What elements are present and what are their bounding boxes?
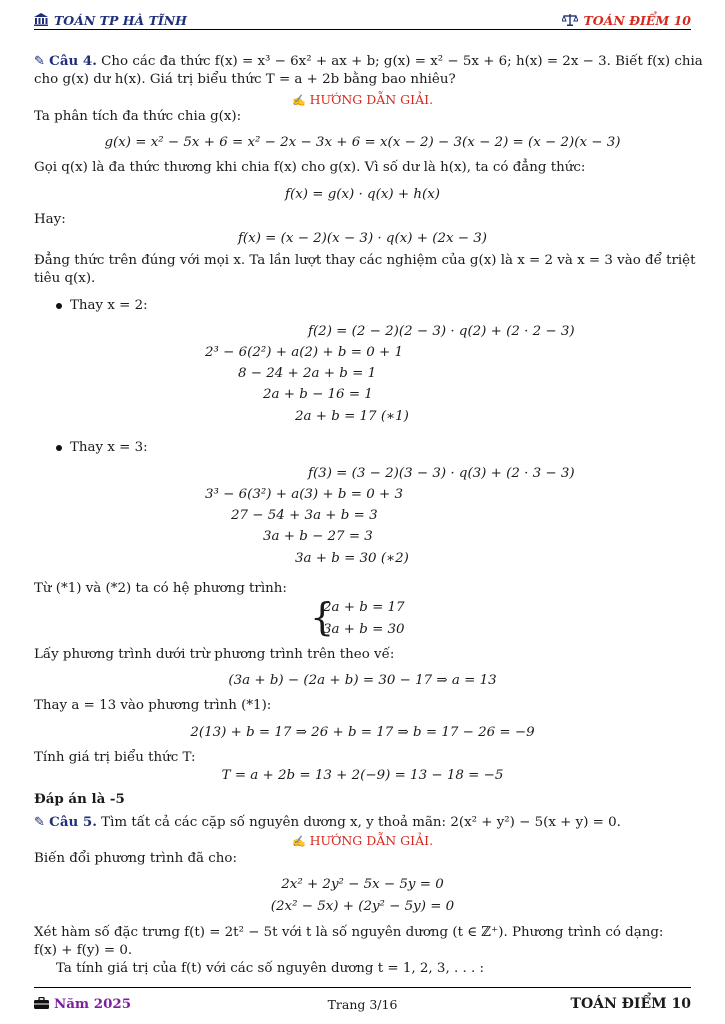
q5-text-line <box>34 814 621 830</box>
system-brace: { <box>310 595 335 639</box>
q4-text1: Cho các đa thức f(x) = x³ − 6x² + ax + b; g(x) = x² − 5x + 6; h(x) = 2x − 3. Biết f(x) chia <box>101 54 703 69</box>
q4-step2-1: 3³ − 6(3²) + a(3) + b = 0 + 3 <box>205 487 403 502</box>
footer-center: Trang 3/16 <box>327 997 398 1012</box>
pencil-icon: ✍ <box>291 94 306 107</box>
q5-guide <box>0 833 725 848</box>
q4-line8: Tính giá trị biểu thức T: <box>34 750 196 765</box>
q5-label: Câu 5. <box>49 814 97 830</box>
q5-line1: Biến đổi phương trình đã cho: <box>34 851 237 866</box>
q4-step1-4: 2a + b = 17 (∗1) <box>295 409 409 424</box>
pencil-icon: ✍ <box>291 835 306 848</box>
q4-answer: Đáp án là -5 <box>34 791 125 807</box>
q4-eq8: T = a + 2b = 13 + 2(−9) = 13 − 18 = −5 <box>221 768 504 783</box>
bullet-dot <box>56 303 62 309</box>
q5-guide-text: HƯỚNG DẪN GIẢI. <box>309 833 434 848</box>
q4-guide-text: HƯỚNG DẪN GIẢI. <box>309 92 434 107</box>
q4-step1-0: f(2) = (2 − 2)(2 − 3) · q(2) + (2 · 2 − 3) <box>308 324 575 339</box>
q4-eq7: 2(13) + b = 17 ⇒ 26 + b = 17 ⇒ b = 17 − 26 = −9 <box>190 725 535 740</box>
q4-text2: cho g(x) dư h(x). Giá trị biểu thức T = a + 2b bằng bao nhiêu? <box>34 72 456 87</box>
header-rule <box>34 29 691 30</box>
footer-rule <box>34 987 691 988</box>
q4-step1-3: 2a + b − 16 = 1 <box>263 387 373 402</box>
q4-line3: Hay: <box>34 212 66 227</box>
q4-bullet2-text: Thay x = 3: <box>70 440 148 455</box>
header-right <box>562 13 691 28</box>
header-right-text: TOÁN ĐIỂM 10 <box>583 13 691 28</box>
q5-line2a: Xét hàm số đặc trưng f(t) = 2t² − 5t với t là số nguyên dương (t ∈ ℤ⁺). Phương trình có dạng: <box>34 925 664 940</box>
q4-step2-4: 3a + b = 30 (∗2) <box>295 551 409 566</box>
footer-right: TOÁN ĐIỂM 10 <box>570 996 691 1012</box>
q4-text-line1 <box>34 53 703 69</box>
q4-line6: Lấy phương trình dưới trừ phương trình trên theo vế: <box>34 647 395 662</box>
q4-line4b: tiêu q(x). <box>34 271 96 286</box>
q4-line4a: Đẳng thức trên đúng với mọi x. Ta lần lượt thay các nghiệm của g(x) là x = 2 và x = 3 vào để triệt <box>34 253 696 268</box>
q4-bullet1 <box>56 298 148 313</box>
q4-bullet1-text: Thay x = 2: <box>70 298 148 313</box>
q4-step2-3: 3a + b − 27 = 3 <box>263 529 373 544</box>
q4-eq1: g(x) = x² − 5x + 6 = x² − 2x − 3x + 6 = x(x − 2) − 3(x − 2) = (x − 2)(x − 3) <box>104 135 621 150</box>
scale-icon <box>562 13 578 26</box>
header-left-text: TOÁN TP HÀ TĨNH <box>54 13 187 28</box>
q4-eq2: f(x) = g(x) · q(x) + h(x) <box>285 187 440 202</box>
footer-left-text: Năm 2025 <box>54 996 132 1012</box>
edit-icon: ✎ <box>34 54 45 69</box>
q4-sys-1: 3a + b = 30 <box>323 622 405 637</box>
q5-line3: Ta tính giá trị của f(t) với các số nguyên dương t = 1, 2, 3, . . . : <box>56 961 485 976</box>
q4-eq3: f(x) = (x − 2)(x − 3) · q(x) + (2x − 3) <box>237 231 488 246</box>
q4-line2: Gọi q(x) là đa thức thương khi chia f(x) cho g(x). Vì số dư là h(x), ta có đẳng thức: <box>34 160 586 175</box>
q4-guide <box>0 92 725 107</box>
building-icon <box>34 13 48 26</box>
q4-bullet2 <box>56 440 148 455</box>
q4-step2-2: 27 − 54 + 3a + b = 3 <box>231 508 378 523</box>
q4-step1-2: 8 − 24 + 2a + b = 1 <box>238 366 377 381</box>
q4-label: Câu 4. <box>49 53 97 69</box>
bullet-dot <box>56 445 62 451</box>
q5-text: Tìm tất cả các cặp số nguyên dương x, y thoả mãn: 2(x² + y²) − 5(x + y) = 0. <box>101 815 621 830</box>
q4-eq6: (3a + b) − (2a + b) = 30 − 17 ⇒ a = 13 <box>228 673 497 688</box>
edit-icon: ✎ <box>34 815 45 830</box>
header-left <box>34 13 187 28</box>
q4-line5: Từ (*1) và (*2) ta có hệ phương trình: <box>34 581 287 596</box>
q5-line2b: f(x) + f(y) = 0. <box>34 943 133 958</box>
q4-line7: Thay a = 13 vào phương trình (*1): <box>34 698 272 713</box>
q4-step1-1: 2³ − 6(2²) + a(2) + b = 0 + 1 <box>205 345 403 360</box>
q5-eq2: (2x² − 5x) + (2y² − 5y) = 0 <box>270 899 455 914</box>
q4-line1: Ta phân tích đa thức chia g(x): <box>34 109 242 124</box>
q5-eq1: 2x² + 2y² − 5x − 5y = 0 <box>281 877 444 892</box>
q4-step2-0: f(3) = (3 − 2)(3 − 3) · q(3) + (2 · 3 − 3) <box>308 466 575 481</box>
q4-sys-0: 2a + b = 17 <box>323 600 405 615</box>
